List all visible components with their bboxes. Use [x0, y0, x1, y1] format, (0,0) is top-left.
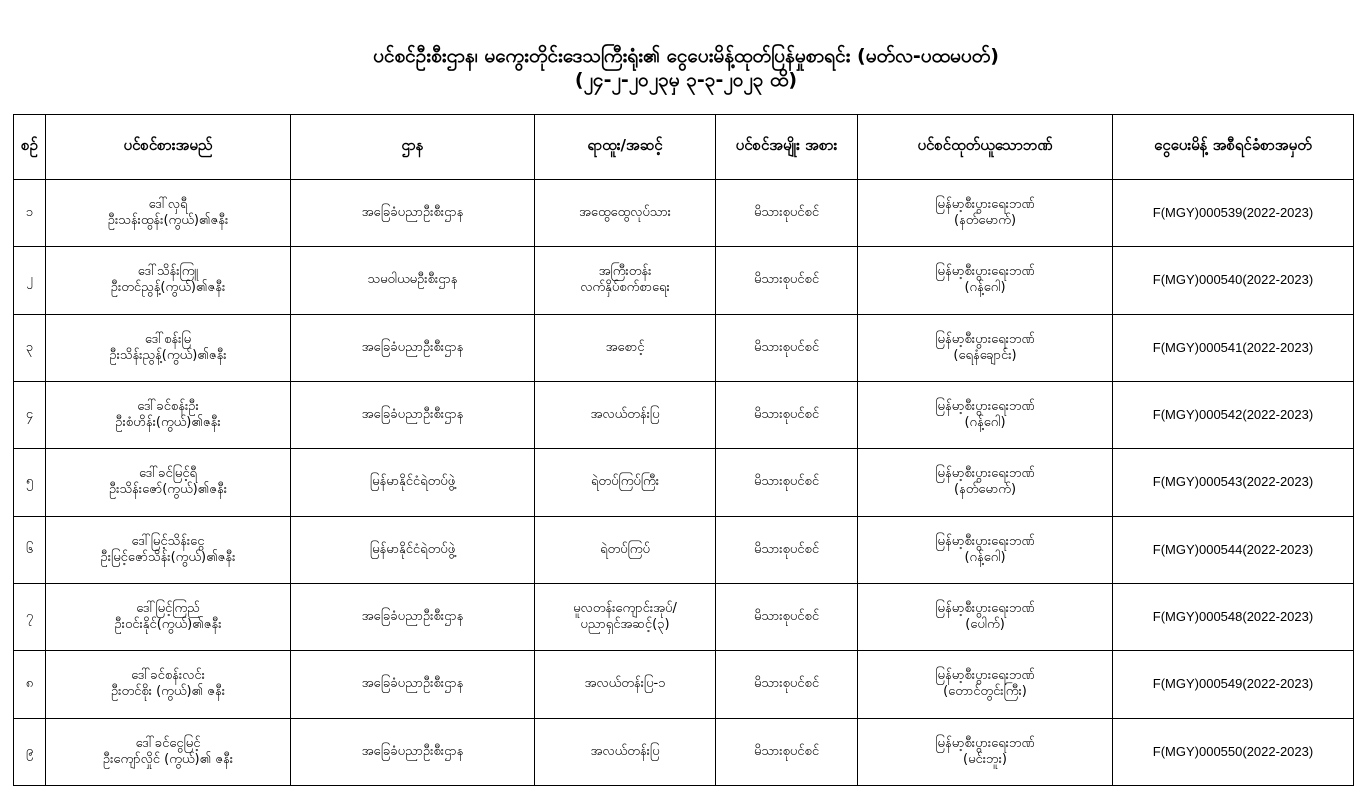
- table-header-row: [14, 115, 1354, 180]
- pensioner-name: ဒေါ်စန်းမြ: [144, 331, 192, 347]
- cell-serial: ၄: [14, 381, 46, 448]
- pensioner-name: ဒေါ်ခင်ငွေမြင့်: [135, 735, 201, 751]
- table-row: [14, 180, 1354, 247]
- rank-line-1: အထွေထွေလုပ်သား: [578, 205, 671, 221]
- bank-branch: (တောင်တွင်းကြီး): [943, 684, 1027, 700]
- table-row: [14, 516, 1354, 583]
- rank-line-1: အလယ်တန်းပြ: [590, 407, 660, 423]
- rank-line-1: အစောင့်: [605, 339, 645, 355]
- bank-name: မြန်မာ့စီးပွားရေးဘဏ်: [935, 331, 1035, 347]
- bank-branch: (နတ်မောက်): [953, 482, 1017, 498]
- cell-bank: [858, 314, 1113, 381]
- bank-name: မြန်မာ့စီးပွားရေးဘဏ်: [935, 264, 1035, 280]
- spouse-relation: ဦးဝင်းနိုင်(ကွယ်)၏ဇနီး: [114, 617, 222, 633]
- cell-pensioner-name: [46, 651, 291, 718]
- spouse-relation: ဦးသိန်းဇော်(ကွယ်)၏ဇနီး: [108, 482, 228, 498]
- spouse-relation: ဦးသိန်းညွန့်(ကွယ်)၏ဇနီး: [109, 347, 227, 363]
- cell-department: သမဝါယမဦးစီးဌာန: [291, 247, 535, 314]
- pensioner-name: ဒေါ်လှရီ: [148, 197, 188, 213]
- table-row: [14, 381, 1354, 448]
- cell-department: အခြေခံပညာဦးစီးဌာန: [291, 718, 535, 785]
- spouse-relation: ဦးတင်ညွန့်(ကွယ်)၏ဇနီး: [110, 280, 226, 296]
- pensioner-name: ဒေါ်မြင့်သိန်းငွေ: [131, 533, 205, 549]
- cell-pensioner-name: [46, 247, 291, 314]
- cell-serial: ၁: [14, 180, 46, 247]
- cell-serial: ၃: [14, 314, 46, 381]
- spouse-relation: ဦးသန်းထွန်း(ကွယ်)၏ဇနီး: [107, 213, 229, 229]
- cell-report-number: F(MGY)000543(2022-2023): [1113, 449, 1354, 516]
- cell-report-number: F(MGY)000540(2022-2023): [1113, 247, 1354, 314]
- rank-line-1: အလယ်တန်းပြ: [590, 743, 660, 759]
- cell-pension-type: မိသားစုပင်စင်: [716, 516, 858, 583]
- cell-rank: [535, 516, 716, 583]
- cell-department: မြန်မာနိုင်ငံရဲတပ်ဖွဲ့: [291, 449, 535, 516]
- cell-report-number: F(MGY)000550(2022-2023): [1113, 718, 1354, 785]
- header-report-number: ငွေပေးမိန့် အစီရင်ခံစာအမှတ်: [1113, 115, 1354, 180]
- cell-bank: [858, 180, 1113, 247]
- cell-pension-type: မိသားစုပင်စင်: [716, 651, 858, 718]
- table-row: [14, 718, 1354, 785]
- cell-rank: [535, 583, 716, 650]
- header-bank: ပင်စင်ထုတ်ယူသောဘဏ်: [858, 115, 1113, 180]
- cell-rank: [535, 381, 716, 448]
- cell-department: အခြေခံပညာဦးစီးဌာန: [291, 651, 535, 718]
- rank-line-1: ရဲတပ်ကြပ်ကြီး: [590, 474, 660, 490]
- cell-rank: [535, 314, 716, 381]
- bank-branch: (မင်းဘူး): [963, 751, 1007, 767]
- cell-pension-type: မိသားစုပင်စင်: [716, 180, 858, 247]
- cell-report-number: F(MGY)000548(2022-2023): [1113, 583, 1354, 650]
- title-line-1: ပင်စင်ဦးစီးဌာန၊ မကွေးတိုင်းဒေသကြီးရုံး၏ ငွေပေးမိန့်ထုတ်ပြန်မှုစာရင်း (မတ်လ-ပထမပတ်): [373, 45, 999, 67]
- pensioner-name: ဒေါ်ခင်မြင့်ရီ: [138, 466, 197, 482]
- document-title: [0, 44, 1372, 92]
- spouse-relation: ဦးကျော်လှိုင် (ကွယ်)၏ ဇနီး: [102, 751, 234, 767]
- cell-department: မြန်မာနိုင်ငံရဲတပ်ဖွဲ့: [291, 516, 535, 583]
- cell-department: အခြေခံပညာဦးစီးဌာန: [291, 583, 535, 650]
- cell-pensioner-name: [46, 516, 291, 583]
- cell-report-number: F(MGY)000541(2022-2023): [1113, 314, 1354, 381]
- cell-pension-type: မိသားစုပင်စင်: [716, 381, 858, 448]
- cell-serial: ၂: [14, 247, 46, 314]
- bank-name: မြန်မာ့စီးပွားရေးဘဏ်: [935, 735, 1035, 751]
- header-pensioner-name: ပင်စင်စားအမည်: [46, 115, 291, 180]
- cell-report-number: F(MGY)000544(2022-2023): [1113, 516, 1354, 583]
- header-pension-type: ပင်စင်အမျိုး အစား: [716, 115, 858, 180]
- header-rank: ရာထူး/အဆင့်: [535, 115, 716, 180]
- cell-bank: [858, 247, 1113, 314]
- pension-list-table: [13, 114, 1354, 786]
- cell-pensioner-name: [46, 314, 291, 381]
- cell-serial: ၆: [14, 516, 46, 583]
- spouse-relation: ဦးစံဟိန်း(ကွယ်)၏ဇနီး: [115, 415, 221, 431]
- cell-serial: ၈: [14, 651, 46, 718]
- bank-branch: (ဂန့်ဂေါ): [964, 415, 1006, 431]
- cell-pensioner-name: [46, 180, 291, 247]
- rank-line-1: ရဲတပ်ကြပ်: [600, 541, 650, 557]
- bank-name: မြန်မာ့စီးပွားရေးဘဏ်: [935, 668, 1035, 684]
- cell-rank: [535, 718, 716, 785]
- rank-line-2: ပညာရှင်အဆင့်(၃): [580, 617, 670, 633]
- table-row: [14, 449, 1354, 516]
- bank-branch: (နတ်မောက်): [953, 213, 1017, 229]
- cell-report-number: F(MGY)000542(2022-2023): [1113, 381, 1354, 448]
- cell-rank: [535, 180, 716, 247]
- cell-bank: [858, 449, 1113, 516]
- bank-name: မြန်မာ့စီးပွားရေးဘဏ်: [935, 533, 1035, 549]
- rank-line-1: အလယ်တန်းပြ-၁: [584, 676, 666, 692]
- cell-department: အခြေခံပညာဦးစီးဌာန: [291, 180, 535, 247]
- spouse-relation: ဦးမြင့်ဇော်သိန်း(ကွယ်)၏ဇနီး: [100, 549, 236, 565]
- bank-name: မြန်မာ့စီးပွားရေးဘဏ်: [935, 197, 1035, 213]
- pensioner-name: ဒေါ်ခင်စန်းဦး: [137, 399, 199, 415]
- bank-branch: (ဂန့်ဂေါ): [964, 549, 1006, 565]
- table-row: [14, 247, 1354, 314]
- cell-pension-type: မိသားစုပင်စင်: [716, 314, 858, 381]
- cell-serial: ၉: [14, 718, 46, 785]
- cell-rank: [535, 449, 716, 516]
- cell-pensioner-name: [46, 583, 291, 650]
- bank-name: မြန်မာ့စီးပွားရေးဘဏ်: [935, 399, 1035, 415]
- cell-bank: [858, 381, 1113, 448]
- cell-bank: [858, 583, 1113, 650]
- table-row: [14, 583, 1354, 650]
- header-serial: စဉ်: [14, 115, 46, 180]
- cell-pensioner-name: [46, 381, 291, 448]
- title-line-2: (၂၄-၂-၂၀၂၃မှ ၃-၃-၂၀၂၃ ထိ): [574, 69, 798, 91]
- cell-serial: ၇: [14, 583, 46, 650]
- cell-report-number: F(MGY)000539(2022-2023): [1113, 180, 1354, 247]
- bank-branch: (ဂန့်ဂေါ): [964, 280, 1006, 296]
- spouse-relation: ဦးတင်စိုး (ကွယ်)၏ ဇနီး: [110, 684, 226, 700]
- cell-department: အခြေခံပညာဦးစီးဌာန: [291, 314, 535, 381]
- cell-pensioner-name: [46, 449, 291, 516]
- cell-department: အခြေခံပညာဦးစီးဌာန: [291, 381, 535, 448]
- bank-branch: (ရေနံချောင်း): [953, 347, 1017, 363]
- rank-line-1: အကြီးတန်း: [598, 264, 652, 280]
- pensioner-name: ဒေါ်ခင်စန်းလင်း: [131, 668, 205, 684]
- rank-line-1: မူလတန်းကျောင်းအုပ်/: [573, 601, 677, 617]
- pensioner-name: ဒေါ်သိန်းကြူ: [137, 264, 199, 280]
- cell-bank: [858, 516, 1113, 583]
- header-department: ဌာန: [291, 115, 535, 180]
- rank-line-2: လက်နှိပ်စက်စာရေး: [580, 280, 670, 296]
- cell-report-number: F(MGY)000549(2022-2023): [1113, 651, 1354, 718]
- cell-pension-type: မိသားစုပင်စင်: [716, 247, 858, 314]
- cell-rank: [535, 247, 716, 314]
- cell-bank: [858, 718, 1113, 785]
- cell-pensioner-name: [46, 718, 291, 785]
- table-row: [14, 651, 1354, 718]
- table-row: [14, 314, 1354, 381]
- cell-pension-type: မိသားစုပင်စင်: [716, 449, 858, 516]
- bank-branch: (ပေါက်): [965, 617, 1005, 633]
- cell-rank: [535, 651, 716, 718]
- pensioner-name: ဒေါ်မြင့်ကြည်: [136, 601, 200, 617]
- cell-pension-type: မိသားစုပင်စင်: [716, 718, 858, 785]
- cell-pension-type: မိသားစုပင်စင်: [716, 583, 858, 650]
- cell-bank: [858, 651, 1113, 718]
- bank-name: မြန်မာ့စီးပွားရေးဘဏ်: [935, 601, 1035, 617]
- bank-name: မြန်မာ့စီးပွားရေးဘဏ်: [935, 466, 1035, 482]
- cell-serial: ၅: [14, 449, 46, 516]
